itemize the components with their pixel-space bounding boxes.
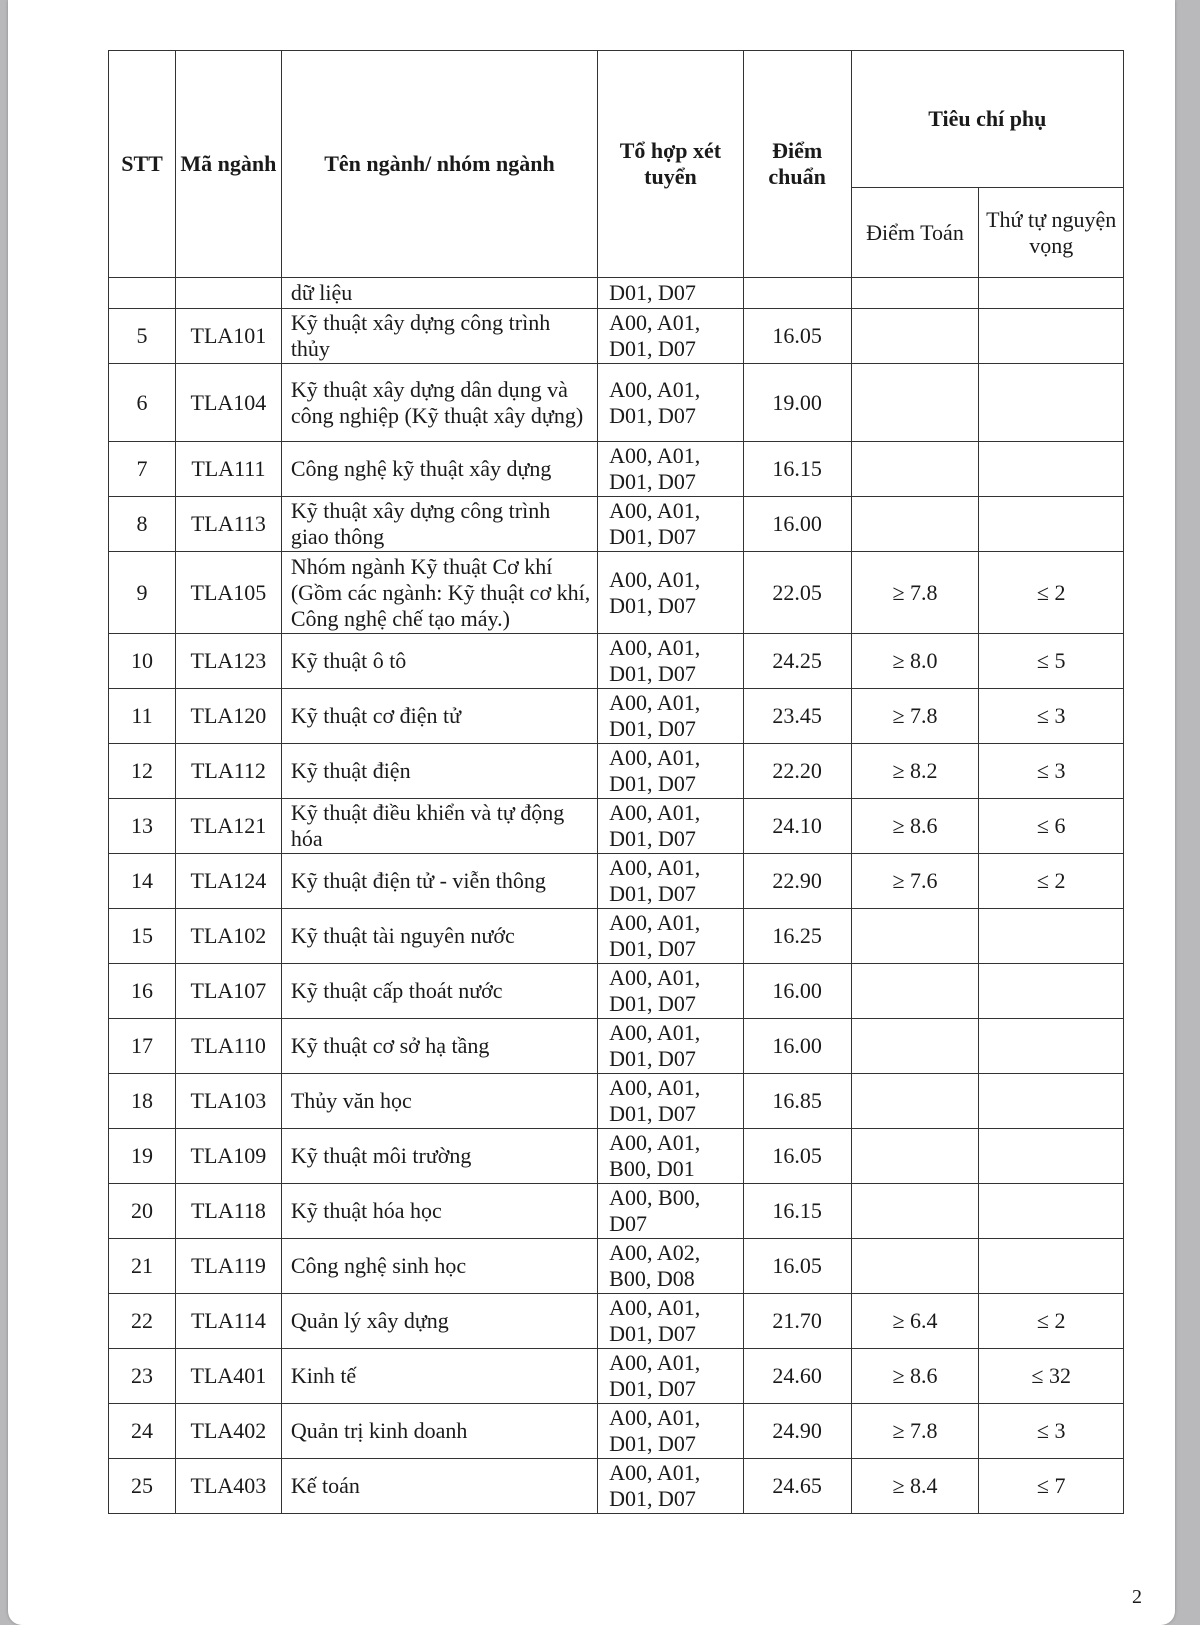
table-row [109, 1184, 1124, 1239]
cell-diem-chuan: 22.05 [743, 552, 851, 634]
cell-to-hop: A00, A01, D01, D07 [598, 744, 744, 799]
cell-stt: 20 [109, 1184, 176, 1239]
cell-diem-toan: ≥ 8.2 [851, 744, 979, 799]
cell-diem-toan [851, 1239, 979, 1294]
cell-to-hop: A00, A01, D01, D07 [598, 634, 744, 689]
cell-to-hop: A00, A01, D01, D07 [598, 854, 744, 909]
cell-ma-nganh: TLA114 [176, 1294, 282, 1349]
cell-to-hop: A00, A01, D01, D07 [598, 1349, 744, 1404]
cell-diem-toan: ≥ 7.8 [851, 552, 979, 634]
cell-thu-tu-nv: ≤ 5 [979, 634, 1124, 689]
cell-stt: 18 [109, 1074, 176, 1129]
cell-ma-nganh: TLA120 [176, 689, 282, 744]
cell-ma-nganh: TLA121 [176, 799, 282, 854]
cell-to-hop: A00, A01, D01, D07 [598, 799, 744, 854]
cell-diem-chuan: 16.05 [743, 1239, 851, 1294]
cell-diem-toan [851, 1019, 979, 1074]
cell-diem-toan: ≥ 7.8 [851, 1404, 979, 1459]
cell-to-hop: A00, A01, D01, D07 [598, 909, 744, 964]
cell-thu-tu-nv: ≤ 3 [979, 689, 1124, 744]
cell-to-hop: A00, A01, D01, D07 [598, 689, 744, 744]
cell-stt: 14 [109, 854, 176, 909]
cell-stt: 6 [109, 364, 176, 442]
cell-diem-chuan: 21.70 [743, 1294, 851, 1349]
table-body [109, 278, 1124, 1514]
cell-to-hop: A00, A01, D01, D07 [598, 497, 744, 552]
cell-diem-chuan: 16.00 [743, 1019, 851, 1074]
cell-ma-nganh: TLA107 [176, 964, 282, 1019]
cell-diem-toan [851, 909, 979, 964]
table-row [109, 1129, 1124, 1184]
cell-thu-tu-nv [979, 442, 1124, 497]
cell-diem-toan [851, 1184, 979, 1239]
cell-diem-toan [851, 278, 979, 309]
table-row [109, 1294, 1124, 1349]
table-row [109, 854, 1124, 909]
cell-ten-nganh: Kỹ thuật cơ điện tử [281, 689, 597, 744]
table-row [109, 364, 1124, 442]
cell-thu-tu-nv [979, 309, 1124, 364]
cell-thu-tu-nv: ≤ 7 [979, 1459, 1124, 1514]
cell-diem-chuan: 16.00 [743, 964, 851, 1019]
cell-diem-toan: ≥ 8.6 [851, 799, 979, 854]
table-row [109, 1459, 1124, 1514]
header-ma-nganh: Mã ngành [176, 51, 282, 278]
cell-stt: 25 [109, 1459, 176, 1514]
table-row [109, 689, 1124, 744]
cell-to-hop: D01, D07 [598, 278, 744, 309]
cell-diem-chuan: 24.10 [743, 799, 851, 854]
cell-to-hop: A00, B00, D07 [598, 1184, 744, 1239]
cell-ten-nganh: Công nghệ kỹ thuật xây dựng [281, 442, 597, 497]
cell-diem-toan [851, 497, 979, 552]
cell-diem-toan [851, 1074, 979, 1129]
header-diem-chuan: Điểm chuẩn [743, 51, 851, 278]
cell-thu-tu-nv [979, 497, 1124, 552]
cell-stt: 23 [109, 1349, 176, 1404]
table-row [109, 309, 1124, 364]
cell-diem-chuan: 16.25 [743, 909, 851, 964]
cell-diem-toan [851, 364, 979, 442]
cell-thu-tu-nv: ≤ 32 [979, 1349, 1124, 1404]
cell-ten-nganh: Kỹ thuật điện [281, 744, 597, 799]
cell-ma-nganh: TLA112 [176, 744, 282, 799]
cell-diem-chuan: 22.20 [743, 744, 851, 799]
cell-diem-chuan: 24.60 [743, 1349, 851, 1404]
cell-thu-tu-nv [979, 1184, 1124, 1239]
table-row [109, 278, 1124, 309]
cell-stt: 8 [109, 497, 176, 552]
table-row [109, 1074, 1124, 1129]
cell-stt: 16 [109, 964, 176, 1019]
cell-stt: 19 [109, 1129, 176, 1184]
cell-ma-nganh: TLA104 [176, 364, 282, 442]
cell-to-hop: A00, A01, D01, D07 [598, 1404, 744, 1459]
cell-stt: 9 [109, 552, 176, 634]
header-diem-toan: Điểm Toán [851, 188, 979, 278]
cell-ten-nganh: Kế toán [281, 1459, 597, 1514]
cell-ma-nganh [176, 278, 282, 309]
header-stt: STT [109, 51, 176, 278]
cell-ten-nganh: Kỹ thuật xây dựng công trình thủy [281, 309, 597, 364]
cell-thu-tu-nv [979, 1019, 1124, 1074]
cell-ma-nganh: TLA113 [176, 497, 282, 552]
cell-stt: 5 [109, 309, 176, 364]
admission-score-table [108, 50, 1124, 1514]
cell-ten-nganh: Kỹ thuật môi trường [281, 1129, 597, 1184]
cell-ten-nganh: Kỹ thuật điều khiển và tự động hóa [281, 799, 597, 854]
cell-ten-nganh: Công nghệ sinh học [281, 1239, 597, 1294]
cell-ten-nganh: Kỹ thuật tài nguyên nước [281, 909, 597, 964]
table-row [109, 1239, 1124, 1294]
cell-ma-nganh: TLA103 [176, 1074, 282, 1129]
cell-stt: 10 [109, 634, 176, 689]
cell-diem-toan [851, 309, 979, 364]
table-row [109, 552, 1124, 634]
cell-stt: 12 [109, 744, 176, 799]
cell-ma-nganh: TLA109 [176, 1129, 282, 1184]
cell-ten-nganh: Kỹ thuật xây dựng dân dụng và công nghiệp (Kỹ thuật xây dựng) [281, 364, 597, 442]
cell-ten-nganh: Kỹ thuật cấp thoát nước [281, 964, 597, 1019]
cell-diem-toan [851, 964, 979, 1019]
cell-ten-nganh: Kỹ thuật cơ sở hạ tầng [281, 1019, 597, 1074]
cell-to-hop: A00, A02, B00, D08 [598, 1239, 744, 1294]
cell-stt: 24 [109, 1404, 176, 1459]
cell-ma-nganh: TLA403 [176, 1459, 282, 1514]
cell-ten-nganh: Kỹ thuật ô tô [281, 634, 597, 689]
cell-ten-nganh: Kinh tế [281, 1349, 597, 1404]
table-row [109, 497, 1124, 552]
cell-stt: 17 [109, 1019, 176, 1074]
table-row [109, 964, 1124, 1019]
cell-to-hop: A00, A01, D01, D07 [598, 552, 744, 634]
cell-ten-nganh: Quản trị kinh doanh [281, 1404, 597, 1459]
cell-stt: 7 [109, 442, 176, 497]
cell-ten-nganh: Thủy văn học [281, 1074, 597, 1129]
cell-thu-tu-nv [979, 1129, 1124, 1184]
table-row [109, 799, 1124, 854]
cell-diem-toan: ≥ 8.0 [851, 634, 979, 689]
cell-ma-nganh: TLA110 [176, 1019, 282, 1074]
cell-diem-chuan: 22.90 [743, 854, 851, 909]
cell-ma-nganh: TLA124 [176, 854, 282, 909]
cell-to-hop: A00, A01, D01, D07 [598, 1019, 744, 1074]
cell-thu-tu-nv [979, 909, 1124, 964]
cell-ma-nganh: TLA101 [176, 309, 282, 364]
cell-thu-tu-nv: ≤ 2 [979, 552, 1124, 634]
cell-diem-chuan: 24.90 [743, 1404, 851, 1459]
table-row [109, 1349, 1124, 1404]
cell-to-hop: A00, A01, D01, D07 [598, 442, 744, 497]
cell-thu-tu-nv [979, 364, 1124, 442]
cell-ma-nganh: TLA118 [176, 1184, 282, 1239]
cell-diem-chuan: 16.15 [743, 1184, 851, 1239]
cell-stt: 22 [109, 1294, 176, 1349]
cell-diem-chuan: 24.25 [743, 634, 851, 689]
cell-diem-chuan: 19.00 [743, 364, 851, 442]
cell-to-hop: A00, A01, D01, D07 [598, 964, 744, 1019]
header-tieu-chi-phu: Tiêu chí phụ [851, 51, 1123, 188]
cell-ten-nganh: Kỹ thuật điện tử - viễn thông [281, 854, 597, 909]
header-ten-nganh: Tên ngành/ nhóm ngành [281, 51, 597, 278]
table-row [109, 634, 1124, 689]
header-thu-tu-nguyen-vong: Thứ tự nguyện vọng [979, 188, 1124, 278]
cell-stt: 15 [109, 909, 176, 964]
cell-to-hop: A00, A01, D01, D07 [598, 364, 744, 442]
cell-thu-tu-nv [979, 964, 1124, 1019]
cell-diem-toan [851, 442, 979, 497]
cell-stt: 13 [109, 799, 176, 854]
cell-ten-nganh: dữ liệu [281, 278, 597, 309]
cell-ma-nganh: TLA402 [176, 1404, 282, 1459]
cell-thu-tu-nv [979, 1074, 1124, 1129]
cell-diem-chuan: 16.15 [743, 442, 851, 497]
cell-to-hop: A00, A01, D01, D07 [598, 309, 744, 364]
cell-thu-tu-nv: ≤ 3 [979, 1404, 1124, 1459]
table-row [109, 744, 1124, 799]
cell-to-hop: A00, A01, B00, D01 [598, 1129, 744, 1184]
cell-thu-tu-nv: ≤ 3 [979, 744, 1124, 799]
cell-stt [109, 278, 176, 309]
cell-ten-nganh: Quản lý xây dựng [281, 1294, 597, 1349]
cell-ma-nganh: TLA111 [176, 442, 282, 497]
table-row [109, 442, 1124, 497]
header-to-hop: Tổ hợp xét tuyển [598, 51, 744, 278]
cell-diem-chuan: 16.85 [743, 1074, 851, 1129]
cell-ma-nganh: TLA102 [176, 909, 282, 964]
cell-diem-toan: ≥ 6.4 [851, 1294, 979, 1349]
cell-ma-nganh: TLA401 [176, 1349, 282, 1404]
cell-thu-tu-nv: ≤ 2 [979, 854, 1124, 909]
cell-thu-tu-nv: ≤ 2 [979, 1294, 1124, 1349]
cell-ma-nganh: TLA119 [176, 1239, 282, 1294]
cell-diem-toan: ≥ 8.4 [851, 1459, 979, 1514]
cell-stt: 21 [109, 1239, 176, 1294]
cell-to-hop: A00, A01, D01, D07 [598, 1459, 744, 1514]
table-row [109, 1404, 1124, 1459]
cell-diem-chuan: 16.00 [743, 497, 851, 552]
cell-ten-nganh: Kỹ thuật hóa học [281, 1184, 597, 1239]
cell-thu-tu-nv [979, 278, 1124, 309]
cell-diem-chuan: 23.45 [743, 689, 851, 744]
cell-diem-toan: ≥ 7.6 [851, 854, 979, 909]
document-page [8, 0, 1175, 1625]
cell-diem-toan [851, 1129, 979, 1184]
cell-diem-chuan [743, 278, 851, 309]
cell-ma-nganh: TLA123 [176, 634, 282, 689]
cell-to-hop: A00, A01, D01, D07 [598, 1074, 744, 1129]
cell-thu-tu-nv: ≤ 6 [979, 799, 1124, 854]
cell-diem-chuan: 16.05 [743, 309, 851, 364]
cell-ten-nganh: Nhóm ngành Kỹ thuật Cơ khí (Gồm các ngành: Kỹ thuật cơ khí, Công nghệ chế tạo máy.) [281, 552, 597, 634]
cell-diem-chuan: 24.65 [743, 1459, 851, 1514]
table-row [109, 909, 1124, 964]
cell-ten-nganh: Kỹ thuật xây dựng công trình giao thông [281, 497, 597, 552]
cell-diem-toan: ≥ 7.8 [851, 689, 979, 744]
cell-stt: 11 [109, 689, 176, 744]
cell-diem-toan: ≥ 8.6 [851, 1349, 979, 1404]
cell-ma-nganh: TLA105 [176, 552, 282, 634]
cell-diem-chuan: 16.05 [743, 1129, 851, 1184]
cell-to-hop: A00, A01, D01, D07 [598, 1294, 744, 1349]
table-row [109, 1019, 1124, 1074]
page-number: 2 [1132, 1586, 1142, 1608]
cell-thu-tu-nv [979, 1239, 1124, 1294]
